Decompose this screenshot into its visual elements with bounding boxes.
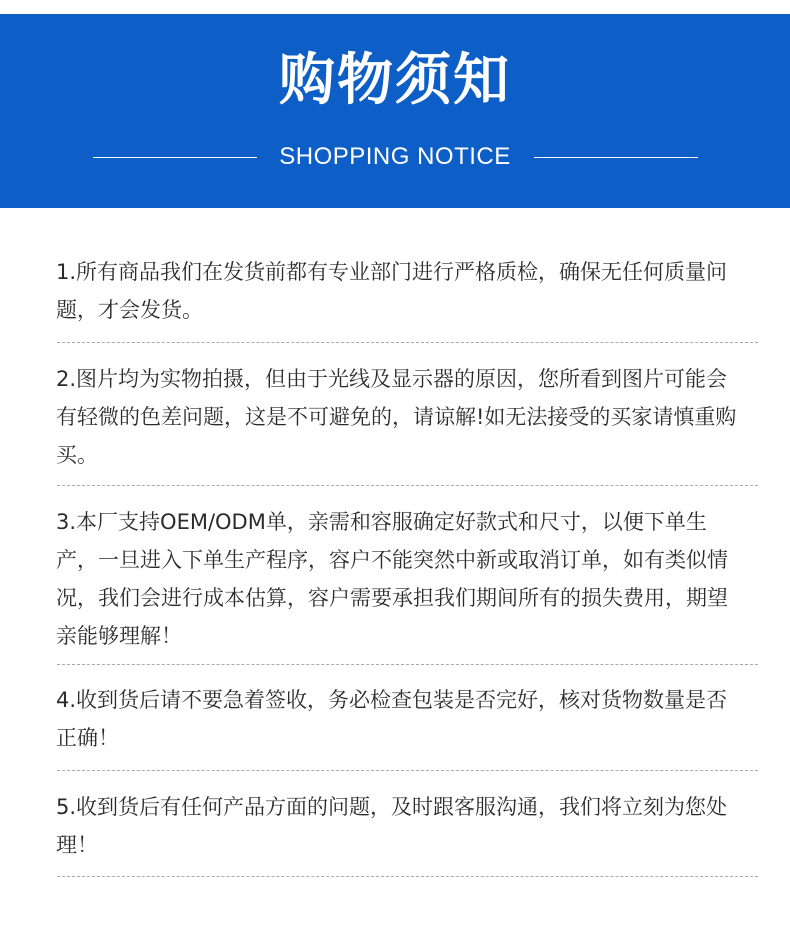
- notice-item-5: 5.收到货后有任何产品方面的问题，及时跟客服沟通，我们将立刻为您处理！: [56, 795, 728, 857]
- notice-item-1: 1.所有商品我们在发货前都有专业部门进行严格质检，确保无任何质量问题，才会发货。: [56, 260, 728, 322]
- divider: [57, 342, 758, 343]
- divider: [57, 664, 758, 665]
- notice-item-4: 4.收到货后请不要急着签收，务必检查包装是否完好，核对货物数量是否正确！: [56, 688, 728, 750]
- page-title: 购物须知: [279, 48, 511, 113]
- top-strip: [0, 0, 790, 14]
- page-subtitle: SHOPPING NOTICE: [279, 143, 511, 170]
- divider: [57, 770, 758, 771]
- divider: [57, 876, 758, 877]
- divider: [57, 485, 758, 486]
- subtitle-right-rule: [534, 157, 698, 158]
- notice-item-3: 3.本厂支持OEM/ODM单，亲需和容服确定好款式和尺寸，以便下单生产，一旦进入下单生产程序，容户不能突然中新或取消订单，如有类似情况，我们会进行成本估算，容户需要承担我们期间所有的损失费用，期望亲能够理解！: [56, 510, 728, 648]
- notice-item-2: 2.图片均为实物拍摄，但由于光线及显示器的原因，您所看到图片可能会有轻微的色差问题，这是不可避免的，请谅解!如无法接受的买家请慎重购买。: [56, 367, 737, 467]
